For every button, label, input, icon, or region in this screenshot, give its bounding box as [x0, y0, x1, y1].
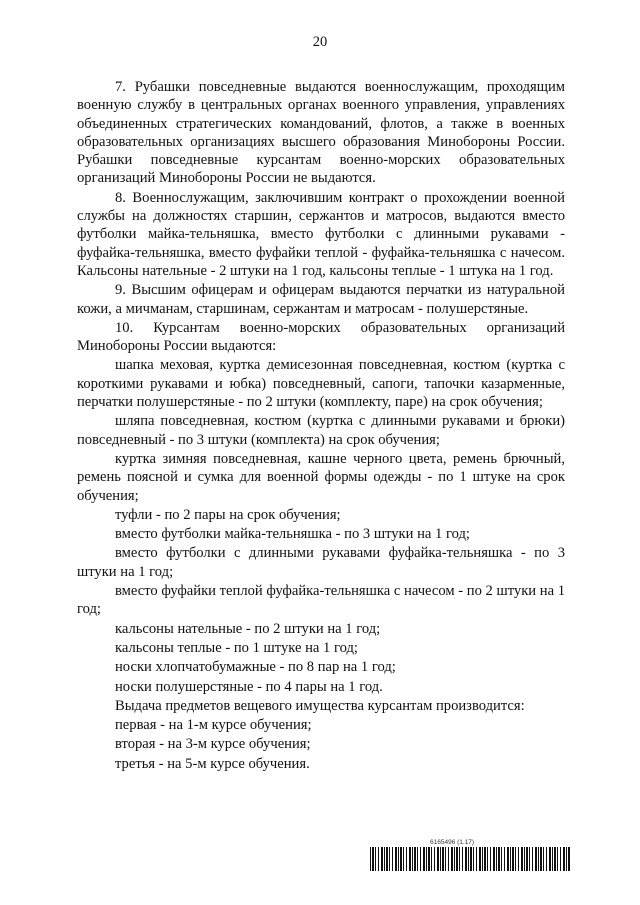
list-item: куртка зимняя повседневная, кашне черного цвета, ремень брючный, ремень поясной и сумка для военной формы одежды - по 1 штуке на срок обучения; [77, 450, 565, 504]
barcode [370, 847, 571, 871]
list-item: кальсоны нательные - по 2 штуки на 1 год; [115, 620, 381, 637]
list-item: туфли - по 2 пары на срок обучения; [115, 506, 341, 523]
list-item: третья - на 5-м курсе обучения. [115, 755, 310, 772]
list-item: вторая - на 3-м курсе обучения; [115, 736, 311, 753]
list-item: кальсоны теплые - по 1 штуке на 1 год; [115, 639, 358, 656]
list-item: вместо футболки с длинными рукавами фуфайка-тельняшка - по 3 штуки на 1 год; [77, 545, 565, 580]
list-item: носки хлопчатобумажные - по 8 пар на 1 год; [115, 659, 396, 676]
list-item: вместо футболки майка-тельняшка - по 3 штуки на 1 год; [115, 526, 470, 543]
document-id: 6165496 (1.17) [430, 839, 475, 846]
paragraph-7-shirts: 7. Рубашки повседневные выдаются военнослужащим, проходящим военную службу в центральных органах военного управления, управлениях объединенных стратегических командований, флотов, а также в военных образовательных организациях высшего образования Минобороны России. Рубашки повседневные курсантам военно-морских образовательных организаций Минобороны России не выдаются. [77, 79, 565, 187]
paragraph-10-cadets: 10. Курсантам военно-морских образовательных организаций Минобороны России выдаются: [77, 319, 565, 355]
list-item: первая - на 1-м курсе обучения; [115, 717, 312, 734]
list-item: носки полушерстяные - по 4 пары на 1 год. [115, 678, 383, 695]
list-item: вместо фуфайки теплой фуфайка-тельняшка с начесом - по 2 штуки на 1 год; [77, 583, 565, 618]
paragraph-9-gloves: 9. Высшим офицерам и офицерам выдаются перчатки из натуральной кожи, а мичманам, старшинам, сержантам и матросам - полушерстяные. [77, 282, 565, 317]
list-item: шапка меховая, куртка демисезонная повседневная, костюм (куртка с короткими рукавами и юбка) повседневный, сапоги, тапочки казарменные, перчатки полушерстяные - по 2 штуки (комплекту, паре) на срок обучения; [77, 357, 565, 411]
page-number: 20 [312, 34, 328, 50]
issue-schedule-intro: Выдача предметов вещевого имущества курсантам производится: [115, 697, 525, 714]
document-body [77, 78, 565, 773]
paragraph-8-contract-servicemen: 8. Военнослужащим, заключившим контракт о прохождении военной службы на должностях старшин, сержантов и матросов, выдаются вместо футболки майка-тельняшка, вместо футболки с длинными рукавами - фуфайка-тельняшка, вместо фуфайки теплой - фуфайка-тельняшка с начесом. Кальсоны нательные - 2 штуки на 1 год, кальсоны теплые - 1 штука на 1 год. [77, 189, 565, 279]
list-item: шляпа повседневная, костюм (куртка с длинными рукавами и брюки) повседневный - по 3 штуки (комплекта) на срок обучения; [77, 413, 565, 448]
